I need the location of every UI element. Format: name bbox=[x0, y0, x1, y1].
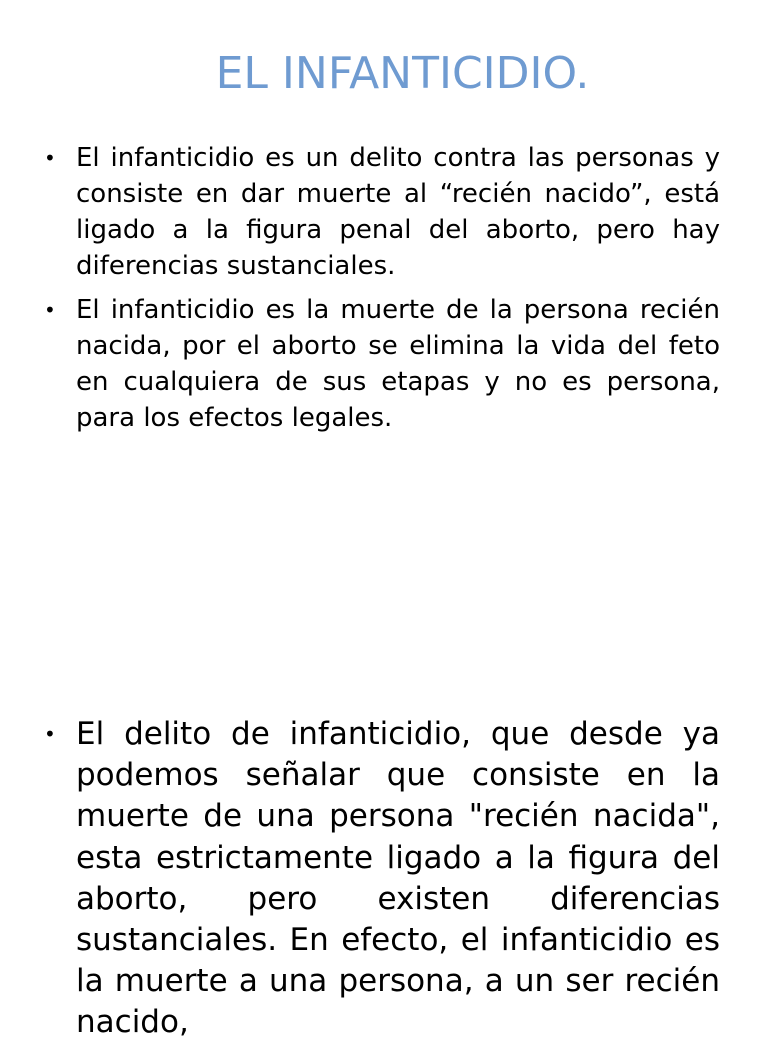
bullet-list-top bbox=[0, 140, 720, 444]
bullet-icon: • bbox=[44, 146, 56, 170]
bullet-icon: • bbox=[44, 722, 56, 746]
bullet-icon: • bbox=[44, 298, 56, 322]
bullet-text: El infanticidio es la muerte de la persona recién nacida, por el aborto se elimina la vida del feto en cualquiera de sus etapas y no es persona, para los efectos legales. bbox=[76, 295, 720, 433]
bullet-text: El infanticidio es un delito contra las personas y consiste en dar muerte al “recién nacido”, está ligado a la figura penal del aborto, pero hay diferencias sustanciales. bbox=[76, 143, 720, 281]
bullet-item bbox=[0, 292, 720, 436]
bullet-text: El delito de infanticidio, que desde ya podemos señalar que consiste en la muerte de una persona "recién nacida", esta estrictamente ligado a la figura del aborto, pero existen diferencias sustanciales. En efecto, el infanticidio es la muerte a una persona, a un ser recién nacido, bbox=[76, 716, 720, 1041]
slide-title: EL INFANTICIDIO. bbox=[215, 48, 590, 99]
bullet-item bbox=[0, 140, 720, 284]
bullet-list-bottom bbox=[0, 714, 720, 1044]
bullet-item bbox=[0, 714, 720, 1044]
